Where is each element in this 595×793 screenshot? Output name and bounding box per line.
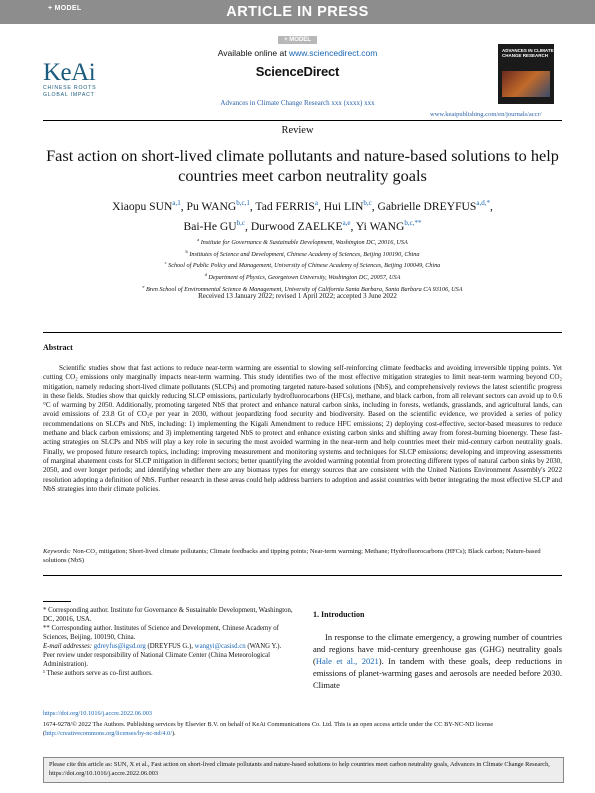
citation-text: Please cite this article as: SUN, X et al., Fast action on short-lived climate pollutants and nature-based solutions to help countries meet carbon neutrality goals, Advances in Climate Change Research, https://doi.org/10.1016/j.accre.2022.06.003 [49, 761, 550, 778]
keai-logo-tagline-2: GLOBAL IMPACT [43, 92, 95, 98]
email-link[interactable]: wangyi@casisd.cn [194, 643, 246, 650]
author: Bai-He GU$^{b,c}$ [183, 218, 246, 233]
model-tag: + MODEL [48, 5, 82, 12]
affiliation: $^b$ Institutes of Science and Development, Chinese Academy of Sciences, Beijing 100190, China [185, 248, 420, 258]
footnotes [43, 606, 301, 678]
footnote-co-first: ¹ These authors serve as co-first authors. [43, 670, 153, 677]
author-list: Xiaopu SUN$^{a,1}$, Pu WANG$^{b,c,1}$, Tad FERRIS$^a$, Hui LIN$^{b,c}$, Gabrielle $DREYFUS^{a,d,*}$, Bai-He GU$^{b,c}$, Durwood ZAELKE$^{a,e}$, Yi $WANG^{b,c,**}$ [112, 199, 493, 233]
affiliation: $^a$ Institute for Governance & Sustainable Development, Washington DC, 20016, USA [197, 237, 408, 247]
author: Yi $WANG^{b,c,**}$ [355, 218, 422, 233]
header-divider [43, 120, 562, 121]
journal-url-link[interactable]: www.keaipublishing.com/en/journals/accr/ [430, 111, 542, 118]
article-title: Fast action on short-lived climate pollutants and nature-based solutions to help countries meet carbon neutrality goals [46, 146, 559, 185]
keai-logo-tagline-1: CHINESE ROOTS [43, 85, 97, 91]
received-dates: Received 13 January 2022; revised 1 April 2022; accepted 3 June 2022 [198, 292, 397, 300]
article-in-press-label: ARTICLE IN PRESS [226, 4, 369, 20]
keywords-label: Keywords: [43, 548, 71, 555]
license-link[interactable]: http://creativecommons.org/licenses/by-nc-nd/4.0/ [45, 730, 172, 737]
sciencedirect-link[interactable]: www.sciencedirect.com [288, 48, 378, 58]
model-sub-tag: + MODEL [0, 28, 595, 46]
keywords [43, 548, 562, 565]
citation-box [43, 757, 564, 783]
keywords-list: Non-CO₂ mitigation; Short-lived climate pollutants; Climate feedbacks and tipping points; Near-term warming; Methane; Hydrofluorocarbons (HFCs); Black carbon; Nature-based solutions (NbS) [43, 548, 541, 564]
footnote-peer-review: Peer review under responsibility of National Climate Center (China Meteorological Administration). [43, 652, 271, 668]
author: Hui LIN$^{b,c}$ [323, 199, 372, 213]
abstract-top-divider [43, 332, 562, 333]
journal-cover-image [498, 44, 554, 104]
author: Durwood ZAELKE$^{a,e}$ [250, 218, 351, 233]
abstract-body: Scientific studies show that fast actions to reduce near-term warming are essential to slowing self-reinforcing climate feedbacks and avoiding irreversible tipping points. Yet cutting CO₂ emissions only marginally impacts near-term warming. This study identifies two of the most effective mitigation strategies to limit near-term warming beyond CO₂ mitigation, namely reducing short-lived climate pollutants (SLCPs) and promoting targeted nature-based solutions (NbS), and comprehensively reviews the latest scientific progress in these fields. Studies show that quickly reducing SLCP emissions, particularly hydrofluorocarbons (HFCs), methane, and black carbon, from all relevant sectors can avoid up to 0.6 °C of warming by 2050. Additionally, promoting targeted NbS that protect and enhance natural carbon sinks, including in forests, wetlands, grasslands, and agricultural lands, can avoid emissions of 23.8 Gt of CO₂e per year in 2030, without jeopardizing food security and biodiversity. Based on the scientific evidence, we provided a series of policy recommendations on SLCPs and NbS, including: 1) implementing the Kigali Amendment to reduce HFC emissions; 2) deploying cost-effective, sector-based measures to reduce methane and black carbon emissions; and 3) implementing targeted NbS to protect and enhance existing carbon sinks and shifting away from forest-burning bioenergy. These fast-acting strategies on SLCPs and NbS will play a key role in securing the most avoided warming in the near-term and help countries meet their mid-century carbon neutrality goals. Finally, we proposed future research topics, including: improving measurement and monitoring systems and techniques for SLCP emissions; developing and improving assessments of marginal abatement costs for SLCP mitigation in different sectors; better quantifying the avoided warming potential from protecting different types of natural carbon sinks by 2030, 2050, and over longer periods; and identifying whether there are any biomass types for energy sources that are consistent with the United Nations Environment Assembly's 2022 resolution adopting a definition of NbS. Further research in these areas could help address barriers to adoption and assist countries with better integrating the most effective SLCP and NbS strategies into their climate policies. [43, 364, 562, 493]
available-online: Available online at www.sciencedirect.com [217, 48, 378, 58]
affiliations [43, 236, 562, 294]
cover-title: ADVANCES IN CLIMATE CHANGE RESEARCH [502, 48, 554, 58]
footnote-corresponding-2: ** Corresponding author. Institutes of Science and Development, Chinese Academy of Sciences, Beijing, 100190, China. [43, 625, 279, 641]
footnote-emails: E-mail addresses: gdreyfus@igsd.org (DREYFUS G.), wangyi@casisd.cn (WANG Y.). [43, 643, 282, 650]
footnote-divider [43, 601, 71, 602]
author: Tad FERRIS$^a$ [255, 199, 318, 213]
sciencedirect-wordmark: ScienceDirect [255, 64, 340, 79]
article-type: Review [281, 125, 314, 136]
doi-link[interactable]: https://doi.org/10.1016/j.accre.2022.06.003 [43, 710, 153, 717]
affiliation: $^c$ School of Public Policy and Management, University of Chinese Academy of Sciences, Beijing 100049, China [164, 260, 441, 270]
abstract-heading: Abstract [43, 343, 73, 352]
abstract-bottom-divider [43, 575, 562, 576]
introduction-body: In response to the climate emergency, a growing number of countries and regions have mid-century greenhouse gas (GHG) neutrality goals (Hale et al., 2021). In tandem with these goals, deep reductions in emissions of planet-warming gases and aerosols are needed before 2030. Climate [313, 632, 562, 690]
journal-reference[interactable]: Advances in Climate Change Research xxx (xxxx) xxx [220, 99, 375, 107]
introduction-heading: 1. Introduction [313, 610, 365, 619]
author: Pu WANG$^{b,c,1}$ [186, 199, 250, 213]
affiliation: $^e$ Bren School of Environmental Science & Management, University of California Santa Barbara, Santa Barbara CA 93106, USA [142, 283, 463, 293]
cover-artwork [502, 71, 550, 97]
author: Gabrielle $DREYFUS^{a,d,*}$ [377, 199, 490, 213]
author: Xiaopu SUN$^{a,1}$ [112, 199, 181, 213]
email-link[interactable]: gdreyfus@igsd.org [93, 643, 146, 650]
affiliation: $^d$ Department of Physics, Georgetown University, Washington DC, 20057, USA [204, 271, 401, 282]
footnote-corresponding-1: * Corresponding author. Institute for Governance & Sustainable Development, Washington, DC, 20016, USA. [43, 607, 293, 623]
copyright-notice: 1674-9278/© 2022 The Authors. Publishing services by Elsevier B.V. on behalf of KeAi Communications Co. Ltd. This is an open access article under the CC BY-NC-ND license (http://creativecommons.org/licenses/by-nc-nd/4.0/). [43, 721, 494, 737]
citation-link[interactable]: Hale et al., 2021 [315, 656, 379, 666]
article-in-press-banner [0, 0, 595, 24]
keai-logo-text: KeAi [43, 59, 96, 86]
